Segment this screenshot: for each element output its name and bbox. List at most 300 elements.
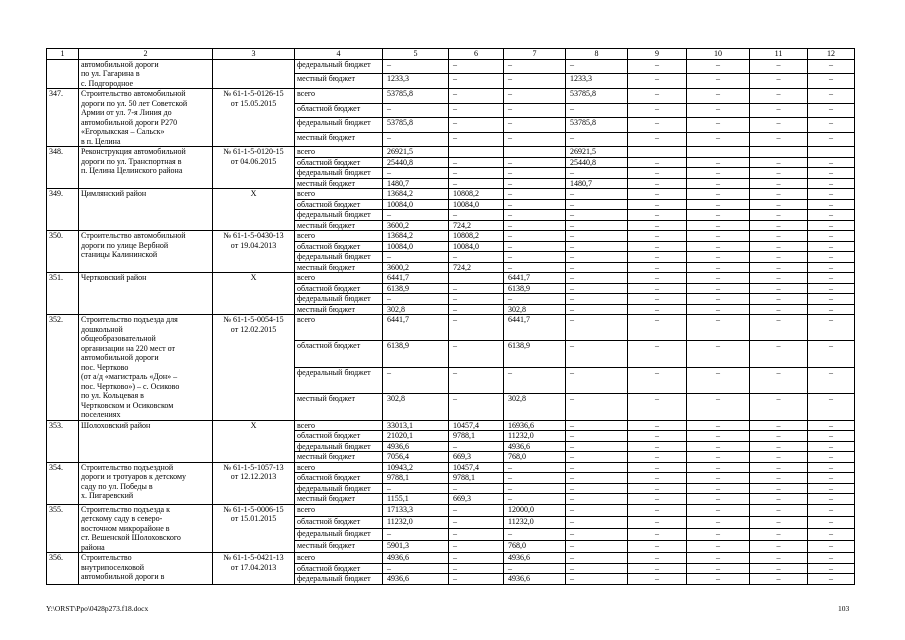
amount-cell: – bbox=[750, 118, 808, 133]
object-name-line: района bbox=[81, 542, 105, 552]
amount-cell: – bbox=[808, 220, 855, 231]
col-number-4: 4 bbox=[295, 49, 383, 60]
amount-cell: 10808,2 bbox=[449, 189, 504, 200]
amount-cell: 6441,7 bbox=[504, 273, 566, 284]
amount-cell: – bbox=[687, 252, 750, 263]
amount-cell: – bbox=[628, 273, 687, 284]
amount-cell: – bbox=[504, 294, 566, 305]
amount-cell: – bbox=[687, 504, 750, 516]
budget-source: федеральный бюджет bbox=[295, 441, 383, 452]
amount-cell: – bbox=[504, 118, 566, 133]
amount-cell: – bbox=[750, 431, 808, 442]
amount-cell: – bbox=[383, 168, 449, 179]
amount-cell: – bbox=[750, 367, 808, 393]
amount-cell: – bbox=[808, 483, 855, 494]
object-name-line: Строительство автомобильной bbox=[81, 89, 186, 98]
amount-cell: – bbox=[808, 441, 855, 452]
amount-cell: – bbox=[566, 553, 628, 564]
amount-cell: – bbox=[808, 189, 855, 200]
amount-cell: – bbox=[750, 553, 808, 564]
object-name-line: дороги по улице Вербной bbox=[81, 240, 169, 250]
amount-cell: – bbox=[808, 157, 855, 168]
object-name-line: по ул. Кольцевая в bbox=[81, 391, 144, 400]
amount-cell: 1480,7 bbox=[383, 178, 449, 189]
amount-cell: – bbox=[687, 132, 750, 147]
col-number-8: 8 bbox=[566, 49, 628, 60]
amount-cell: – bbox=[687, 394, 750, 420]
amount-cell: 302,8 bbox=[504, 394, 566, 420]
amount-cell: – bbox=[504, 494, 566, 505]
amount-cell: – bbox=[383, 210, 449, 221]
object-name bbox=[79, 147, 213, 189]
amount-cell: – bbox=[449, 89, 504, 104]
amount-cell: – bbox=[687, 118, 750, 133]
amount-cell: – bbox=[566, 283, 628, 294]
object-name bbox=[79, 420, 213, 462]
amount-cell: – bbox=[750, 59, 808, 74]
amount-cell: – bbox=[750, 394, 808, 420]
amount-cell: 13684,2 bbox=[383, 189, 449, 200]
object-name-line: в п. Целина bbox=[81, 136, 121, 146]
amount-cell: – bbox=[504, 199, 566, 210]
budget-source: федеральный бюджет bbox=[295, 367, 383, 393]
amount-cell: – bbox=[566, 189, 628, 200]
object-name bbox=[79, 553, 213, 585]
object-name-line: Строительство подъезда к bbox=[81, 504, 170, 514]
amount-cell: – bbox=[566, 59, 628, 74]
amount-cell: – bbox=[628, 574, 687, 585]
amount-cell: 4936,6 bbox=[383, 574, 449, 585]
amount-cell: 10084,0 bbox=[449, 241, 504, 252]
amount-cell: 25440,8 bbox=[383, 157, 449, 168]
amount-cell: – bbox=[504, 59, 566, 74]
amount-cell: – bbox=[750, 168, 808, 179]
amount-cell: – bbox=[808, 420, 855, 431]
amount-cell: 669,3 bbox=[449, 494, 504, 505]
amount-cell: – bbox=[750, 304, 808, 315]
budget-source: всего bbox=[295, 231, 383, 242]
amount-cell: – bbox=[628, 74, 687, 89]
amount-cell: – bbox=[750, 252, 808, 263]
amount-cell: 9788,1 bbox=[449, 473, 504, 484]
amount-cell: – bbox=[687, 341, 750, 367]
amount-cell: – bbox=[628, 168, 687, 179]
amount-cell: – bbox=[628, 563, 687, 574]
amount-cell: – bbox=[449, 574, 504, 585]
amount-cell: – bbox=[449, 132, 504, 147]
amount-cell: 302,8 bbox=[383, 394, 449, 420]
budget-source: областной бюджет bbox=[295, 563, 383, 574]
budget-source: местный бюджет bbox=[295, 74, 383, 89]
amount-cell: – bbox=[750, 494, 808, 505]
col-number-2: 2 bbox=[79, 49, 213, 60]
expertise-document bbox=[213, 420, 295, 462]
amount-cell: – bbox=[566, 220, 628, 231]
object-name-line: Строительство подъездной bbox=[81, 462, 174, 472]
budget-source: всего bbox=[295, 553, 383, 564]
table-row bbox=[47, 189, 855, 200]
object-name-line: саду по ул. Победы в bbox=[81, 481, 153, 491]
amount-cell: – bbox=[628, 252, 687, 263]
amount-cell: – bbox=[504, 132, 566, 147]
amount-cell: – bbox=[566, 528, 628, 540]
amount-cell: – bbox=[808, 494, 855, 505]
amount-cell: – bbox=[628, 462, 687, 473]
amount-cell: – bbox=[808, 74, 855, 89]
budget-source: местный бюджет bbox=[295, 132, 383, 147]
amount-cell: – bbox=[750, 528, 808, 540]
amount-cell: 6441,7 bbox=[383, 315, 449, 341]
object-name-line: Строительство автомобильной bbox=[81, 231, 186, 240]
amount-cell: – bbox=[750, 540, 808, 552]
amount-cell: – bbox=[566, 294, 628, 305]
amount-cell: – bbox=[808, 241, 855, 252]
amount-cell: – bbox=[504, 231, 566, 242]
amount-cell: – bbox=[687, 241, 750, 252]
amount-cell: – bbox=[628, 528, 687, 540]
amount-cell: – bbox=[383, 59, 449, 74]
amount-cell: – bbox=[566, 441, 628, 452]
amount-cell: – bbox=[628, 494, 687, 505]
amount-cell: – bbox=[449, 103, 504, 118]
amount-cell: – bbox=[808, 315, 855, 341]
expertise-document-line: от 12.02.2015 bbox=[230, 324, 277, 334]
table-row bbox=[47, 553, 855, 564]
amount-cell: – bbox=[504, 103, 566, 118]
amount-cell: – bbox=[750, 262, 808, 273]
budget-source: всего bbox=[295, 315, 383, 341]
footer-page-number: 103 bbox=[838, 604, 850, 613]
object-name-line: Чертковском и Осиковском bbox=[81, 400, 174, 410]
amount-cell: 6441,7 bbox=[504, 315, 566, 341]
amount-cell: – bbox=[687, 367, 750, 393]
object-name-line: дороги по ул. Транспортная в bbox=[81, 156, 182, 166]
amount-cell: – bbox=[504, 210, 566, 221]
budget-source: местный бюджет bbox=[295, 220, 383, 231]
object-name-line: автомобильной дороги Р270 bbox=[81, 117, 178, 127]
budget-source: местный бюджет bbox=[295, 540, 383, 552]
amount-cell: – bbox=[808, 341, 855, 367]
expertise-document-line: № 61-1-5-0126-15 bbox=[223, 89, 284, 98]
amount-cell: 768,0 bbox=[504, 452, 566, 463]
amount-cell: – bbox=[566, 315, 628, 341]
object-name-line: пос. Чертково bbox=[81, 362, 129, 372]
amount-cell: – bbox=[750, 103, 808, 118]
amount-cell: – bbox=[504, 262, 566, 273]
amount-cell: – bbox=[687, 178, 750, 189]
object-name bbox=[79, 504, 213, 553]
amount-cell: – bbox=[628, 241, 687, 252]
amount-cell bbox=[449, 273, 504, 284]
amount-cell: 10084,0 bbox=[449, 199, 504, 210]
amount-cell: – bbox=[504, 241, 566, 252]
amount-cell: – bbox=[687, 74, 750, 89]
amount-cell: – bbox=[808, 262, 855, 273]
amount-cell: – bbox=[449, 341, 504, 367]
amount-cell: 1480,7 bbox=[566, 178, 628, 189]
amount-cell: – bbox=[566, 168, 628, 179]
budget-source: всего bbox=[295, 273, 383, 284]
object-name-line: восточном микрорайоне в bbox=[81, 523, 170, 533]
expertise-document bbox=[213, 315, 295, 421]
amount-cell: – bbox=[628, 262, 687, 273]
budget-source: всего bbox=[295, 504, 383, 516]
expertise-document bbox=[213, 273, 295, 315]
expertise-document-line: от 15.05.2015 bbox=[230, 98, 277, 108]
amount-cell: – bbox=[566, 199, 628, 210]
amount-cell: – bbox=[504, 168, 566, 179]
object-name-line: дороги и тротуаров к детскому bbox=[81, 472, 187, 481]
amount-cell: – bbox=[566, 494, 628, 505]
object-name-line: автомобильной дороги bbox=[81, 59, 159, 69]
amount-cell: – bbox=[449, 528, 504, 540]
amount-cell: 9788,1 bbox=[449, 431, 504, 442]
amount-cell: – bbox=[628, 210, 687, 221]
amount-cell: – bbox=[628, 452, 687, 463]
amount-cell: – bbox=[808, 394, 855, 420]
budget-source: областной бюджет bbox=[295, 283, 383, 294]
amount-cell: – bbox=[687, 494, 750, 505]
object-name-line: пос. Чертково») – с. Осиково bbox=[81, 381, 180, 391]
amount-cell: 53785,8 bbox=[566, 118, 628, 133]
object-name bbox=[79, 89, 213, 147]
amount-cell: – bbox=[566, 563, 628, 574]
item-number bbox=[47, 59, 79, 89]
object-name-line: общеобразовательной bbox=[81, 334, 156, 343]
amount-cell: – bbox=[449, 168, 504, 179]
amount-cell: 4936,6 bbox=[504, 553, 566, 564]
amount-cell: 7056,4 bbox=[383, 452, 449, 463]
amount-cell: – bbox=[628, 420, 687, 431]
amount-cell: – bbox=[687, 315, 750, 341]
amount-cell: – bbox=[808, 452, 855, 463]
amount-cell: 4936,6 bbox=[504, 441, 566, 452]
budget-source: федеральный бюджет bbox=[295, 168, 383, 179]
amount-cell: – bbox=[750, 283, 808, 294]
object-name-line: х. Пигаревский bbox=[81, 491, 134, 500]
object-name-line: Реконструкция автомобильной bbox=[81, 147, 186, 156]
budget-table bbox=[46, 48, 855, 585]
object-name-line: Строительство bbox=[81, 553, 132, 562]
amount-cell: 724,2 bbox=[449, 220, 504, 231]
amount-cell: – bbox=[687, 574, 750, 585]
object-name-line: дороги по ул. 50 лет Советской bbox=[81, 98, 188, 108]
col-number-12: 12 bbox=[808, 49, 855, 60]
object-name bbox=[79, 231, 213, 273]
table-row bbox=[47, 420, 855, 431]
amount-cell: – bbox=[687, 540, 750, 552]
amount-cell: – bbox=[504, 157, 566, 168]
amount-cell: – bbox=[566, 103, 628, 118]
amount-cell: – bbox=[687, 103, 750, 118]
amount-cell: – bbox=[628, 516, 687, 528]
amount-cell: – bbox=[566, 273, 628, 284]
amount-cell: – bbox=[687, 452, 750, 463]
amount-cell: – bbox=[449, 294, 504, 305]
amount-cell: 4936,6 bbox=[504, 574, 566, 585]
amount-cell: – bbox=[750, 273, 808, 284]
amount-cell: 1233,3 bbox=[383, 74, 449, 89]
amount-cell: – bbox=[383, 294, 449, 305]
amount-cell: – bbox=[628, 283, 687, 294]
amount-cell: 10457,4 bbox=[449, 420, 504, 431]
amount-cell: – bbox=[628, 540, 687, 552]
amount-cell: – bbox=[449, 553, 504, 564]
amount-cell: – bbox=[687, 157, 750, 168]
amount-cell: – bbox=[750, 504, 808, 516]
amount-cell: – bbox=[449, 157, 504, 168]
amount-cell: – bbox=[566, 252, 628, 263]
amount-cell: – bbox=[449, 516, 504, 528]
amount-cell: – bbox=[449, 315, 504, 341]
object-name bbox=[79, 462, 213, 504]
amount-cell: – bbox=[628, 441, 687, 452]
amount-cell: – bbox=[566, 462, 628, 473]
budget-source: областной бюджет bbox=[295, 199, 383, 210]
budget-table-sheet bbox=[46, 48, 854, 585]
amount-cell: – bbox=[383, 563, 449, 574]
amount-cell: – bbox=[566, 394, 628, 420]
amount-cell: – bbox=[383, 103, 449, 118]
amount-cell: 33013,1 bbox=[383, 420, 449, 431]
table-body bbox=[47, 49, 855, 585]
amount-cell: 10808,2 bbox=[449, 231, 504, 242]
amount-cell: 53785,8 bbox=[566, 89, 628, 104]
budget-source: областной бюджет bbox=[295, 341, 383, 367]
amount-cell: – bbox=[808, 231, 855, 242]
amount-cell: – bbox=[808, 528, 855, 540]
amount-cell: – bbox=[808, 283, 855, 294]
amount-cell: – bbox=[504, 563, 566, 574]
amount-cell: – bbox=[750, 241, 808, 252]
amount-cell bbox=[687, 147, 750, 158]
expertise-document-line: от 04.06.2015 bbox=[230, 156, 277, 166]
object-name-line: Цимлянский район bbox=[81, 189, 147, 198]
amount-cell: – bbox=[628, 431, 687, 442]
amount-cell: – bbox=[750, 420, 808, 431]
amount-cell: – bbox=[566, 431, 628, 442]
amount-cell: – bbox=[449, 441, 504, 452]
amount-cell: – bbox=[750, 483, 808, 494]
amount-cell: – bbox=[808, 504, 855, 516]
amount-cell: – bbox=[449, 283, 504, 294]
amount-cell: – bbox=[566, 304, 628, 315]
object-name-line: Строительство подъезда для bbox=[81, 315, 178, 324]
expertise-document-line: № 61-1-5-1057-13 bbox=[223, 462, 284, 472]
amount-cell: – bbox=[750, 516, 808, 528]
amount-cell: – bbox=[750, 341, 808, 367]
column-number-row bbox=[47, 49, 855, 60]
amount-cell: – bbox=[808, 304, 855, 315]
amount-cell: – bbox=[628, 483, 687, 494]
object-name-line: Шолоховский район bbox=[81, 420, 151, 430]
amount-cell: – bbox=[449, 252, 504, 263]
object-name-line: поселениях bbox=[81, 410, 121, 419]
amount-cell: – bbox=[687, 273, 750, 284]
amount-cell bbox=[808, 147, 855, 158]
budget-source: федеральный бюджет bbox=[295, 574, 383, 585]
amount-cell: – bbox=[449, 540, 504, 552]
table-row bbox=[47, 315, 855, 341]
amount-cell: – bbox=[687, 420, 750, 431]
expertise-document bbox=[213, 553, 295, 585]
budget-source: областной бюджет bbox=[295, 103, 383, 118]
amount-cell: – bbox=[808, 540, 855, 552]
amount-cell: – bbox=[687, 231, 750, 242]
expertise-document-line: № 61-1-5-0430-13 bbox=[223, 231, 284, 240]
amount-cell: 302,8 bbox=[504, 304, 566, 315]
amount-cell: – bbox=[687, 283, 750, 294]
amount-cell: – bbox=[566, 341, 628, 367]
amount-cell: 302,8 bbox=[383, 304, 449, 315]
amount-cell: – bbox=[750, 462, 808, 473]
amount-cell: – bbox=[449, 210, 504, 221]
item-number: 351. bbox=[47, 273, 79, 315]
amount-cell: – bbox=[687, 210, 750, 221]
amount-cell: – bbox=[808, 294, 855, 305]
expertise-document-line: от 19.04.2013 bbox=[230, 240, 277, 250]
amount-cell: – bbox=[687, 168, 750, 179]
item-number: 350. bbox=[47, 231, 79, 273]
amount-cell: – bbox=[750, 315, 808, 341]
expertise-document-line: X bbox=[250, 189, 257, 198]
amount-cell: – bbox=[566, 483, 628, 494]
amount-cell: 10457,4 bbox=[449, 462, 504, 473]
amount-cell: 53785,8 bbox=[383, 89, 449, 104]
amount-cell: 26921,5 bbox=[566, 147, 628, 158]
col-number-1: 1 bbox=[47, 49, 79, 60]
amount-cell: – bbox=[628, 118, 687, 133]
amount-cell: – bbox=[750, 189, 808, 200]
amount-cell: 5901,3 bbox=[383, 540, 449, 552]
amount-cell: – bbox=[750, 210, 808, 221]
table-row bbox=[47, 462, 855, 473]
amount-cell: – bbox=[628, 553, 687, 564]
amount-cell: 768,0 bbox=[504, 540, 566, 552]
budget-source: федеральный бюджет bbox=[295, 210, 383, 221]
budget-source: местный бюджет bbox=[295, 394, 383, 420]
budget-source: местный бюджет bbox=[295, 452, 383, 463]
amount-cell: – bbox=[449, 367, 504, 393]
amount-cell: 3600,2 bbox=[383, 262, 449, 273]
object-name-line: Чертковский район bbox=[81, 273, 147, 282]
amount-cell: – bbox=[449, 563, 504, 574]
amount-cell: – bbox=[383, 367, 449, 393]
amount-cell: – bbox=[687, 220, 750, 231]
amount-cell: – bbox=[808, 553, 855, 564]
amount-cell: – bbox=[687, 262, 750, 273]
expertise-document-line: X bbox=[250, 273, 257, 282]
budget-source: местный бюджет bbox=[295, 178, 383, 189]
amount-cell: 16936,6 bbox=[504, 420, 566, 431]
expertise-document bbox=[213, 59, 295, 89]
amount-cell: – bbox=[808, 103, 855, 118]
object-name-line: Армии от ул. 7-я Линия до bbox=[81, 108, 172, 117]
amount-cell: – bbox=[687, 294, 750, 305]
amount-cell: – bbox=[750, 132, 808, 147]
col-number-10: 10 bbox=[687, 49, 750, 60]
amount-cell: – bbox=[750, 231, 808, 242]
amount-cell: – bbox=[687, 553, 750, 564]
table-row bbox=[47, 231, 855, 242]
amount-cell: – bbox=[687, 304, 750, 315]
amount-cell: – bbox=[449, 304, 504, 315]
amount-cell: – bbox=[628, 89, 687, 104]
budget-source: всего bbox=[295, 189, 383, 200]
amount-cell: – bbox=[750, 563, 808, 574]
amount-cell: – bbox=[808, 118, 855, 133]
item-number: 348. bbox=[47, 147, 79, 189]
